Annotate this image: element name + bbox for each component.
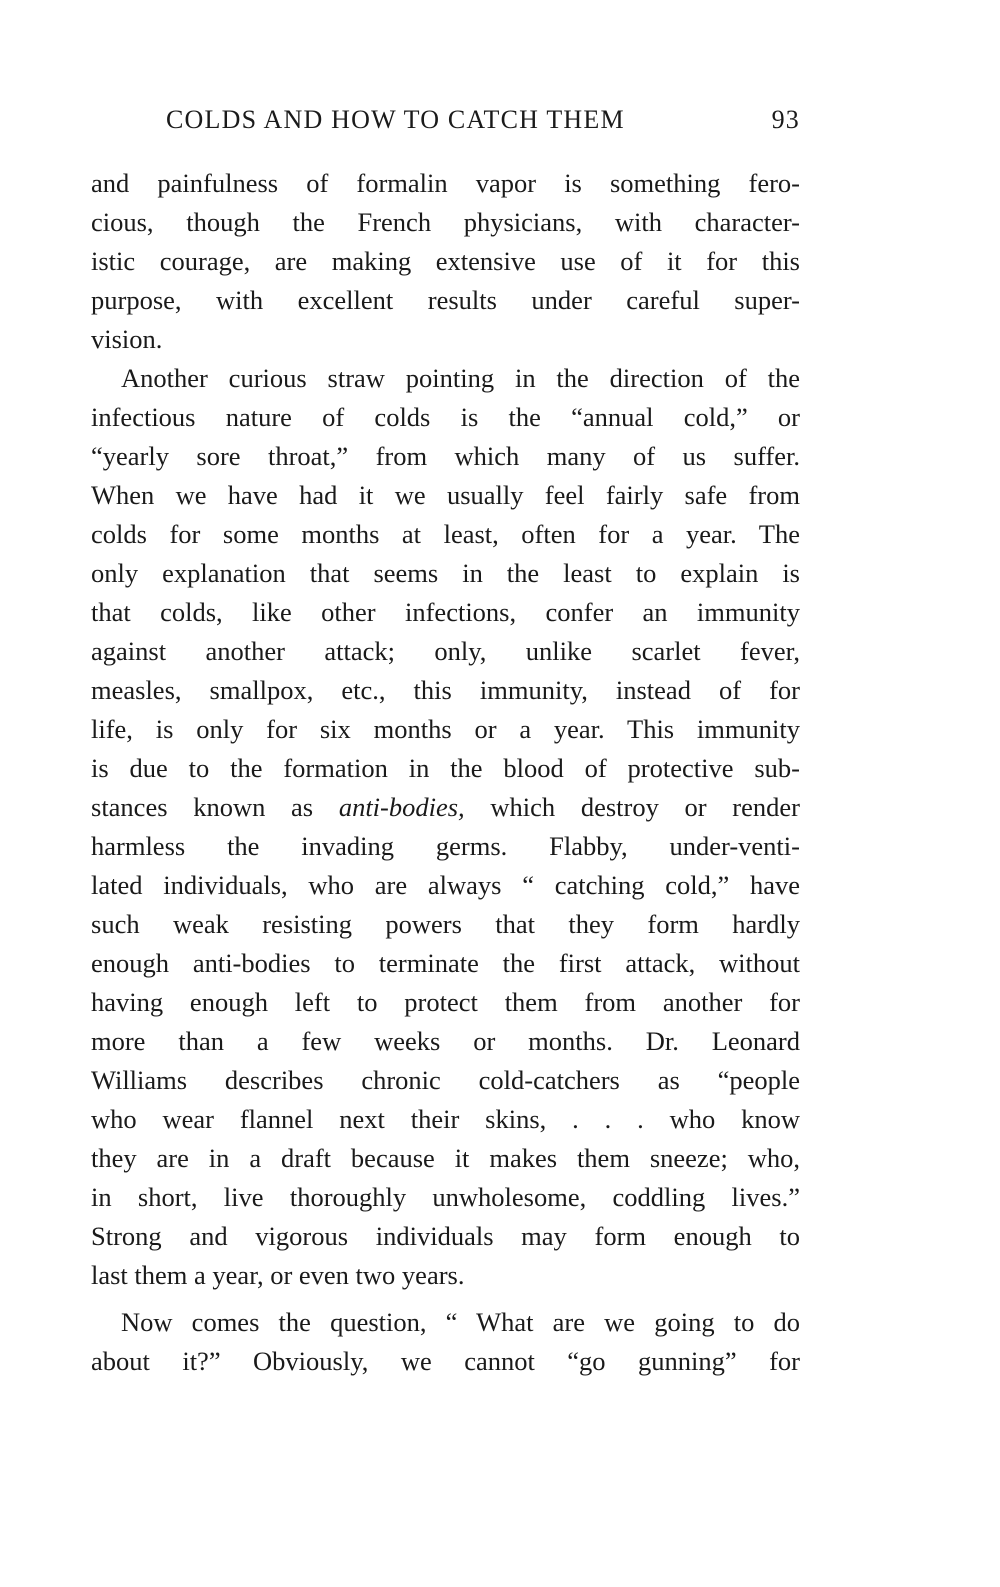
text-line: is due to the formation in the blood of protective sub-: [91, 753, 800, 783]
text-line: vision.: [91, 324, 163, 354]
text-line: only explanation that seems in the least to explain is: [91, 558, 800, 588]
text-line: against another attack; only, unlike scarlet fever,: [91, 636, 800, 666]
text-line: “yearly sore throat,” from which many of us suffer.: [91, 441, 800, 471]
text-line: istic courage, are making extensive use of it for this: [91, 246, 800, 276]
page-number: 93: [771, 105, 800, 134]
text-line: about it?” Obviously, we cannot “go gunning” for: [91, 1346, 800, 1376]
text-line: enough anti-bodies to terminate the first attack, without: [91, 948, 800, 978]
text-line: that colds, like other infections, confer an immunity: [91, 597, 800, 627]
paragraph-gap: [91, 1295, 800, 1303]
text-line: infectious nature of colds is the “annual cold,” or: [91, 402, 800, 432]
text-line: more than a few weeks or months. Dr. Leonard: [91, 1026, 800, 1056]
text-line: lated individuals, who are always “ catching cold,” have: [91, 870, 800, 900]
text-line-with-italic: [91, 788, 800, 827]
text-line: Williams describes chronic cold-catchers as “people: [91, 1065, 800, 1095]
italic-term: anti-bodies,: [338, 792, 465, 822]
text-line: last them a year, or even two years.: [91, 1260, 465, 1290]
text-line: purpose, with excellent results under careful super-: [91, 285, 800, 315]
paragraph: [91, 1303, 800, 1381]
paragraph: [91, 164, 800, 359]
text-line: When we have had it we usually feel fairly safe from: [91, 480, 800, 510]
body-text: [91, 164, 800, 1381]
text-line: such weak resisting powers that they form hardly: [91, 909, 800, 939]
text-line: they are in a draft because it makes them sneeze; who,: [91, 1143, 800, 1173]
text-fragment: stances known as: [91, 792, 339, 822]
text-line: measles, smallpox, etc., this immunity, instead of for: [91, 675, 800, 705]
text-fragment: which destroy or render: [464, 792, 800, 822]
book-page: [91, 105, 800, 1381]
text-line: Strong and vigorous individuals may form enough to: [91, 1221, 800, 1251]
running-head: [91, 105, 800, 145]
text-line: colds for some months at least, often for a year. The: [91, 519, 800, 549]
text-line: cious, though the French physicians, with character-: [91, 207, 800, 237]
text-line: having enough left to protect them from another for: [91, 987, 800, 1017]
text-line: Now comes the question, “ What are we going to do: [121, 1307, 800, 1337]
paragraph: [91, 359, 800, 1295]
text-line: Another curious straw pointing in the direction of the: [121, 363, 800, 393]
text-line: who wear flannel next their skins, . . . who know: [91, 1104, 800, 1134]
text-line: in short, live thoroughly unwholesome, coddling lives.”: [91, 1182, 800, 1212]
text-line: life, is only for six months or a year. This immunity: [91, 714, 800, 744]
text-line: harmless the invading germs. Flabby, under-venti-: [91, 831, 800, 861]
text-line: and painfulness of formalin vapor is something fero-: [91, 168, 800, 198]
running-title: COLDS AND HOW TO CATCH THEM: [166, 105, 625, 134]
